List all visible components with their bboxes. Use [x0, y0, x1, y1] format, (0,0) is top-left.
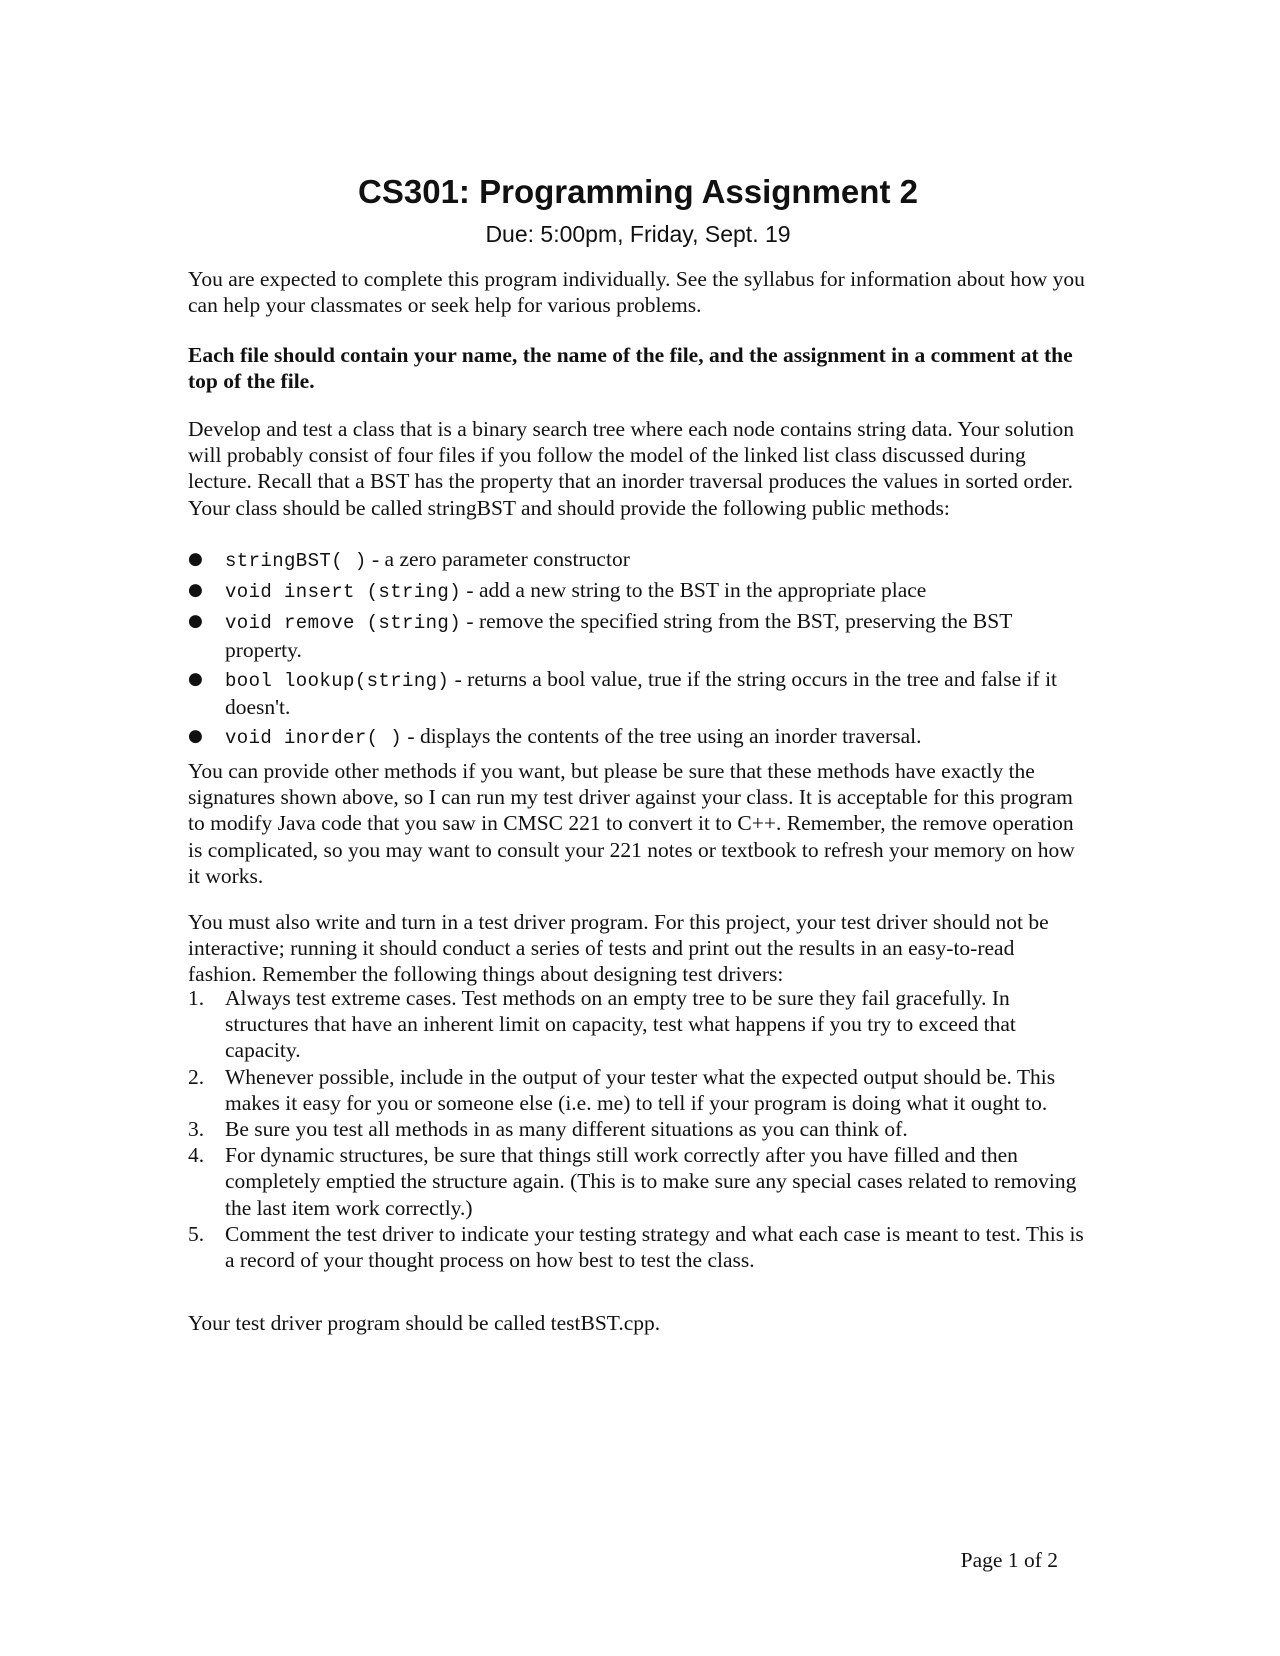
list-item — [188, 1116, 1088, 1142]
bullet-icon: ● — [188, 549, 203, 569]
test-driver-paragraph: You must also write and turn in a test driver program. For this project, your test driver should not be interactive; running it should conduct a series of tests and print out the results in an easy-to-read fashion. Remember the following things about designing test drivers: — [188, 910, 1049, 987]
due-date: Due: 5:00pm, Friday, Sept. 19 — [485, 221, 791, 247]
tip-text: Always test extreme cases. Test methods on an empty tree to be sure they fail gracefully. In structures that have an inherent limit on capacity, test what happens if you try to exceed that capacity. — [225, 986, 1016, 1063]
closing-paragraph: Your test driver program should be called testBST.cpp. — [188, 1311, 661, 1335]
list-item — [188, 546, 1088, 574]
notice-paragraph: Each file should contain your name, the name of the file, and the assignment in a comment at the top of the file. — [188, 343, 1073, 394]
list-item — [188, 723, 1088, 751]
tip-text: Comment the test driver to indicate your testing strategy and what each case is meant to test. This is a record of your thought process on how best to test the class. — [225, 1221, 1084, 1273]
method-signature: stringBST( ) — [225, 550, 367, 572]
tip-text: For dynamic structures, be sure that things still work correctly after you have filled and then completely emptied the structure again. (This is to make sure any special cases related to removing the last item work correctly.) — [225, 1143, 1077, 1220]
method-description: - add a new string to the BST in the appropriate place — [461, 578, 927, 603]
list-number: 5. — [188, 1221, 205, 1246]
method-signature: void inorder( ) — [225, 727, 403, 750]
bullet-icon: ● — [188, 668, 203, 689]
bullet-icon: ● — [188, 580, 203, 601]
tip-text: Whenever possible, include in the output of your tester what the expected output should be. This makes it easy for you or someone else (i.e. me) to tell if your program is doing what it ought to. — [225, 1064, 1056, 1115]
bullet-icon: ● — [188, 611, 203, 632]
page-number: Page 1 of 2 — [960, 1548, 1058, 1572]
description-paragraph: Develop and test a class that is a binary search tree where each node contains string data. Your solution will probably consist of four files if you follow the model of the linked list class discussed during lecture. Recall that a BST has the property that an inorder traversal produces the values in sorted order. Your class should be called stringBST and should provide the following public methods: — [188, 417, 1075, 520]
list-number: 1. — [188, 986, 205, 1010]
list-item — [188, 1221, 1088, 1273]
intro-paragraph: You are expected to complete this program individually. See the syllabus for information about how you can help your classmates or seek help for various problems. — [188, 267, 1085, 318]
page-title: CS301: Programming Assignment 2 — [358, 173, 918, 210]
method-signature: void remove (string) — [225, 612, 462, 635]
method-description: - a zero parameter constructor — [366, 547, 630, 571]
other-methods-paragraph: You can provide other methods if you want, but please be sure that these methods have exactly the signatures shown above, so I can run my test driver against your class. It is acceptable for this program to modify Java code that you saw in CMSC 221 to convert it to C++. Remember, the remove operation is complicated, so you may want to consult your 221 notes or textbook to refresh your memory on how it works. — [188, 759, 1075, 888]
list-item — [188, 1064, 1088, 1116]
bullet-icon: ● — [188, 726, 203, 747]
list-item — [188, 666, 1088, 720]
methods-list — [188, 546, 1088, 754]
list-number: 2. — [188, 1064, 205, 1089]
test-tips-list — [188, 985, 1088, 1273]
list-number: 4. — [188, 1143, 205, 1168]
tip-text: Be sure you test all methods in as many different situations as you can think of. — [225, 1117, 908, 1142]
method-signature: bool lookup(string) — [225, 669, 450, 692]
list-item — [188, 577, 1088, 605]
list-number: 3. — [188, 1117, 205, 1142]
method-description: - remove the specified string from the BST, preserving the BST property. — [225, 609, 1012, 662]
list-item — [188, 985, 1088, 1064]
method-description: - returns a bool value, true if the string occurs in the tree and false if it doesn't. — [225, 666, 1058, 720]
list-item — [188, 1142, 1088, 1221]
method-description: - displays the contents of the tree using an inorder traversal. — [402, 724, 922, 749]
list-item — [188, 608, 1088, 662]
method-signature: void insert (string) — [225, 581, 462, 604]
